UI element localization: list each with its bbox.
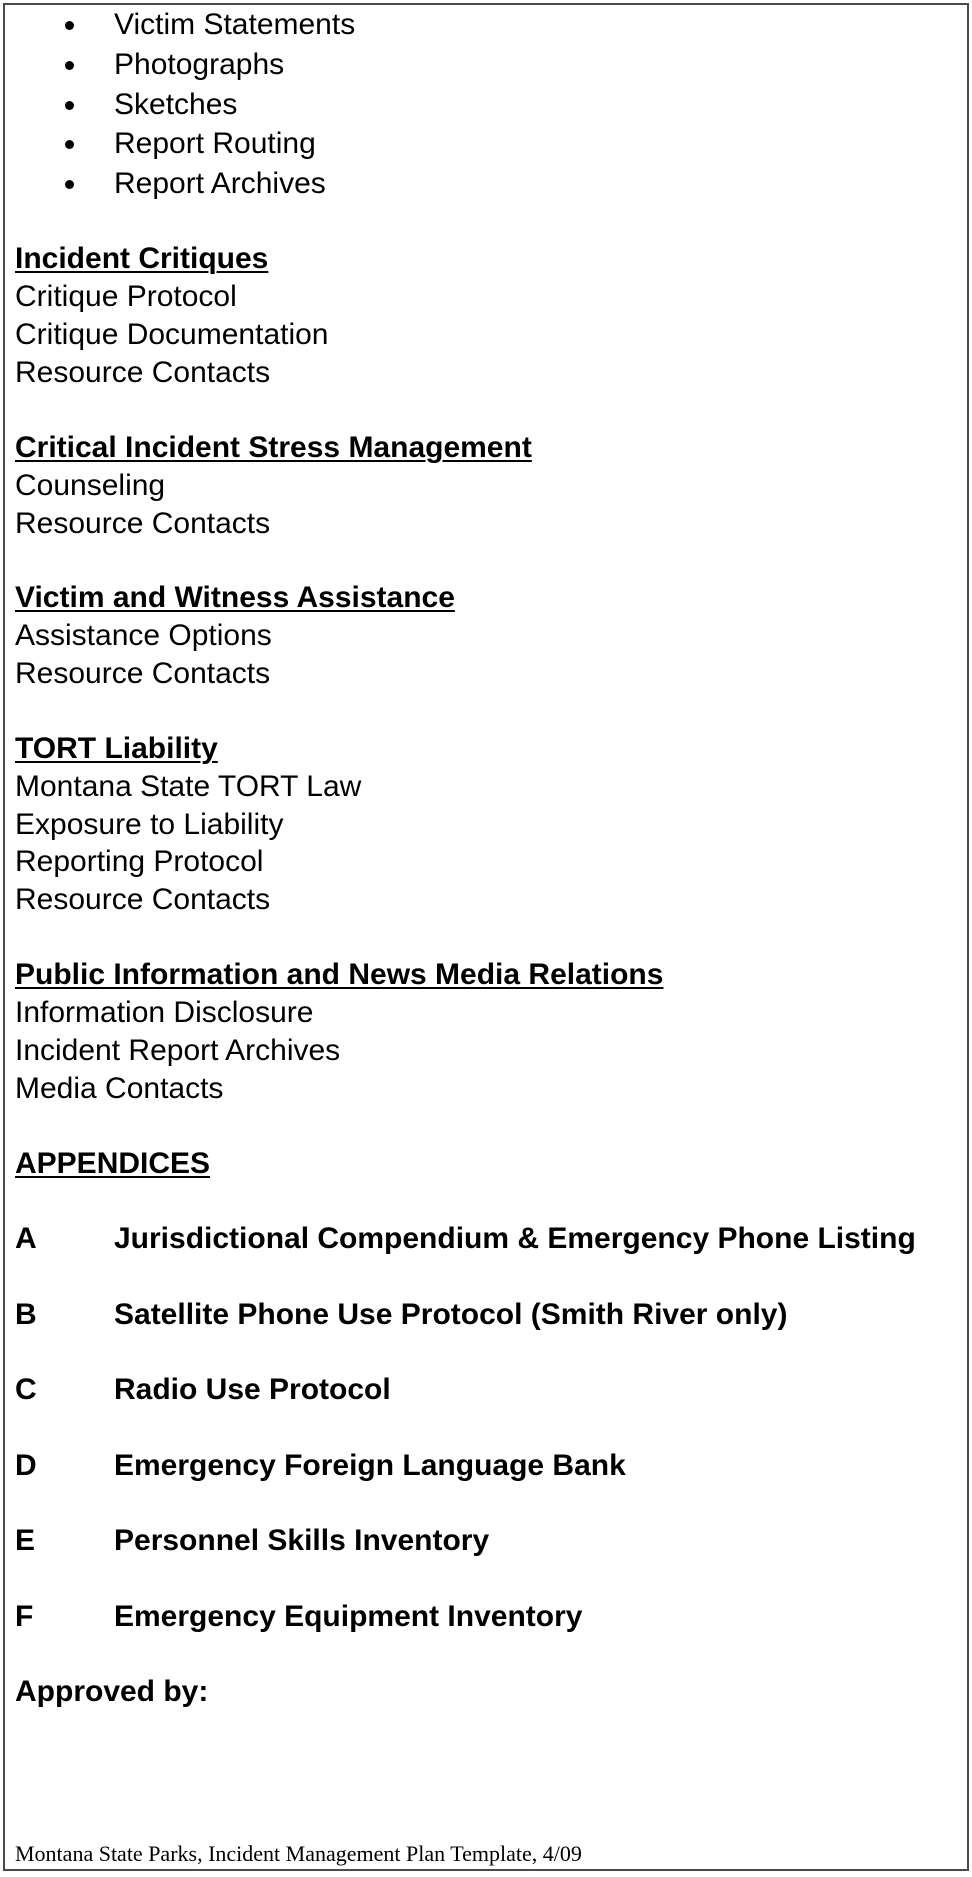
section-heading: Incident Critiques (15, 242, 269, 275)
bullet-text: Photographs (114, 48, 285, 81)
section-item: Exposure to Liability (15, 808, 284, 841)
section-item: Resource Contacts (15, 657, 271, 690)
section-item: Incident Report Archives (15, 1034, 341, 1067)
appendix-letter: A (15, 1222, 37, 1255)
section-item: Resource Contacts (15, 356, 271, 389)
appendix-title: Emergency Foreign Language Bank (114, 1449, 626, 1482)
appendix-letter: C (15, 1373, 37, 1406)
bullet-dot-icon (65, 101, 74, 110)
section-heading: TORT Liability (15, 732, 218, 765)
bullet-text: Victim Statements (114, 8, 356, 41)
page-footer: Montana State Parks, Incident Management Plan Template, 4/09 (15, 1841, 582, 1866)
approved-by-label: Approved by: (15, 1675, 209, 1708)
section-item: Resource Contacts (15, 507, 271, 540)
appendix-title: Personnel Skills Inventory (114, 1524, 490, 1557)
appendix-letter: E (15, 1524, 36, 1557)
section-item: Critique Protocol (15, 280, 237, 313)
section-item: Assistance Options (15, 619, 272, 652)
bullet-dot-icon (65, 21, 74, 30)
appendix-title: Satellite Phone Use Protocol (Smith River only) (114, 1298, 788, 1331)
bullet-text: Report Archives (114, 167, 326, 200)
bullet-dot-icon (65, 140, 74, 149)
bullet-text: Report Routing (114, 127, 316, 160)
section-item: Media Contacts (15, 1072, 224, 1105)
section-item: Counseling (15, 469, 166, 502)
appendix-letter: B (15, 1298, 37, 1331)
document-page (3, 3, 969, 1871)
bullet-dot-icon (65, 61, 74, 70)
section-item: Information Disclosure (15, 996, 314, 1029)
section-heading: Public Information and News Media Relations (15, 958, 664, 991)
appendices-heading: APPENDICES (15, 1147, 211, 1180)
section-item: Resource Contacts (15, 883, 271, 916)
bullet-text: Sketches (114, 88, 238, 121)
section-item: Reporting Protocol (15, 845, 264, 878)
appendix-letter: F (15, 1600, 34, 1633)
appendix-title: Jurisdictional Compendium & Emergency Phone Listing (114, 1222, 916, 1255)
appendix-title: Radio Use Protocol (114, 1373, 391, 1406)
section-item: Critique Documentation (15, 318, 329, 351)
section-heading: Critical Incident Stress Management (15, 431, 532, 464)
bullet-dot-icon (65, 180, 74, 189)
appendix-letter: D (15, 1449, 37, 1482)
appendix-title: Emergency Equipment Inventory (114, 1600, 583, 1633)
section-heading: Victim and Witness Assistance (15, 581, 455, 614)
section-item: Montana State TORT Law (15, 770, 362, 803)
